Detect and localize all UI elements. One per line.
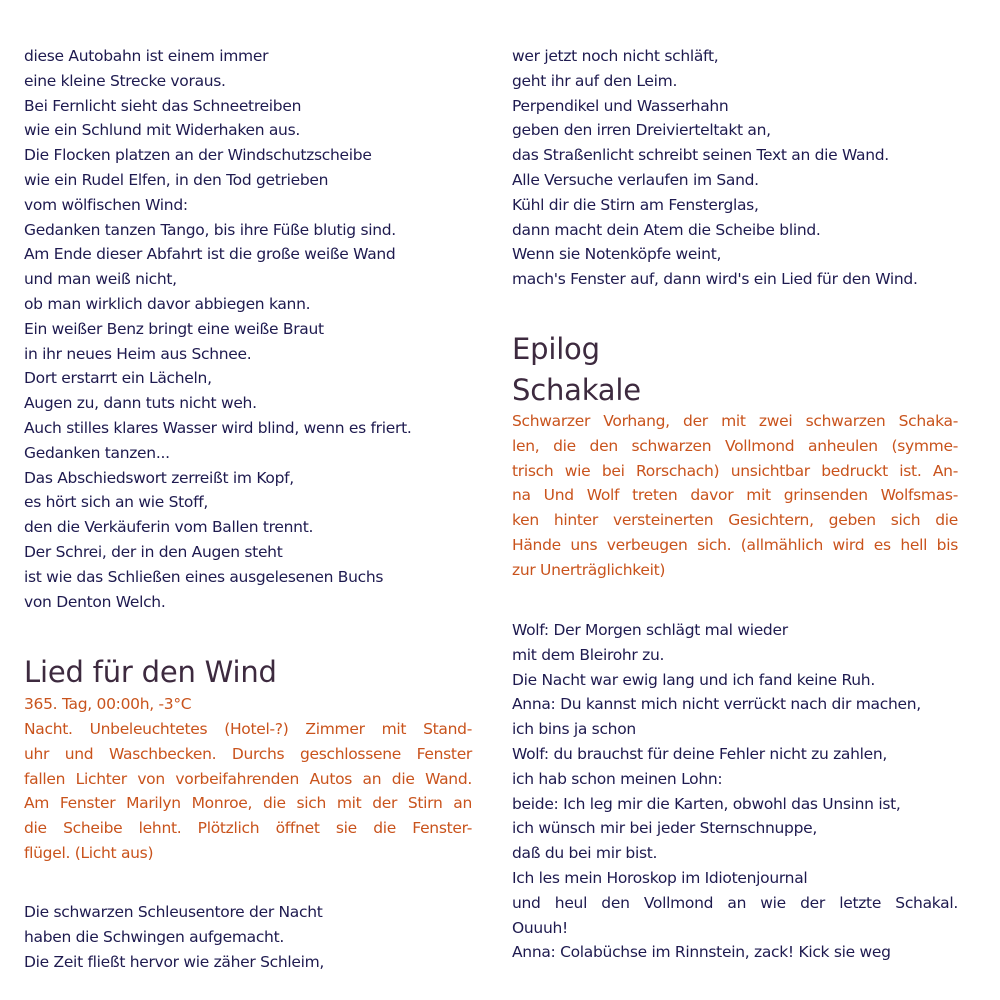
poem-line: Bei Fernlicht sieht das Schneetreiben bbox=[24, 96, 302, 115]
poem-line: vom wölfischen Wind: bbox=[24, 195, 188, 214]
poem-line: geben den irren Dreivierteltakt an, bbox=[512, 121, 771, 140]
epilog-subtitle: Schakale bbox=[512, 373, 641, 407]
poem-line: eine kleine Strecke voraus. bbox=[24, 71, 226, 90]
dialogue-line: Ich les mein Horoskop im Idiotenjournal bbox=[512, 869, 808, 887]
poem-line: das Straßenlicht schreibt seinen Text an die Wand. bbox=[512, 146, 889, 165]
stage-line: Nacht. Unbeleuchtetes (Hotel-?) Zimmer mit Stand- bbox=[24, 720, 472, 738]
stage-line: Am Fenster Marilyn Monroe, die sich mit der Stirn an bbox=[24, 794, 472, 813]
poem-line: Das Abschiedswort zerreißt im Kopf, bbox=[24, 468, 294, 487]
poem-line: Wenn sie Notenköpfe weint, bbox=[512, 245, 722, 264]
dialogue-line: ich wünsch mir bei jeder Sternschnuppe, bbox=[512, 819, 817, 838]
poem-line: in ihr neues Heim aus Schnee. bbox=[24, 344, 252, 363]
stage-line: die Scheibe lehnt. Plötzlich öffnet sie die Fenster- bbox=[24, 819, 472, 838]
dialogue-line: ich bins ja schon bbox=[512, 720, 636, 739]
stage-line: len, die den schwarzen Vollmond anheulen (symme- bbox=[512, 436, 958, 455]
stage-line: flügel. (Licht aus) bbox=[24, 844, 154, 862]
poem-line: den die Verkäuferin vom Ballen trennt. bbox=[24, 518, 314, 537]
dialogue-line: Anna: Colabüchse im Rinnstein, zack! Kick sie weg bbox=[512, 943, 891, 962]
poem-line: wie ein Rudel Elfen, in den Tod getrieben bbox=[24, 171, 329, 189]
poem-line: Am Ende dieser Abfahrt ist die große weiße Wand bbox=[24, 245, 396, 264]
stage-line: fallen Lichter von vorbeifahrenden Autos an die Wand. bbox=[24, 769, 472, 788]
poem-line: wer jetzt noch nicht schläft, bbox=[512, 47, 719, 65]
dialogue-line: und heul den Vollmond an wie der letzte Schakal. bbox=[512, 893, 958, 912]
dialogue-line: Anna: Du kannst mich nicht verrückt nach dir machen, bbox=[512, 695, 921, 714]
song-meta: 365. Tag, 00:00h, -3°C bbox=[24, 695, 192, 713]
poem-line: Kühl dir die Stirn am Fensterglas, bbox=[512, 195, 759, 214]
poem-line: Augen zu, dann tuts nicht weh. bbox=[24, 394, 257, 413]
poem-line: Alle Versuche verlaufen im Sand. bbox=[512, 171, 759, 189]
dialogue-line: mit dem Bleirohr zu. bbox=[512, 645, 665, 664]
stage-line: zur Unerträglichkeit) bbox=[512, 560, 666, 579]
stage-line: ken hinter versteinerten Gesichtern, geben sich die bbox=[512, 511, 958, 530]
dialogue-line: daß du bei mir bist. bbox=[512, 844, 658, 863]
dialogue-line: Ouuuh! bbox=[512, 918, 568, 937]
lyric-line: Die Zeit fließt hervor wie zäher Schleim, bbox=[24, 952, 325, 971]
poem-line: ob man wirklich davor abbiegen kann. bbox=[24, 295, 311, 313]
poem-line: Auch stilles klares Wasser wird blind, wenn es friert. bbox=[24, 419, 412, 437]
lyric-line: haben die Schwingen aufgemacht. bbox=[24, 927, 284, 946]
poem-line: diese Autobahn ist einem immer bbox=[24, 47, 269, 65]
poem-line: Perpendikel und Wasserhahn bbox=[512, 96, 729, 115]
poem-line: dann macht dein Atem die Scheibe blind. bbox=[512, 220, 821, 239]
poem-line: geht ihr auf den Leim. bbox=[512, 71, 678, 90]
poem-line: Gedanken tanzen... bbox=[24, 443, 170, 462]
poem-line: Der Schrei, der in den Augen steht bbox=[24, 543, 283, 561]
dialogue-line: beide: Ich leg mir die Karten, obwohl das Unsinn ist, bbox=[512, 794, 901, 813]
poem-line: Dort erstarrt ein Lächeln, bbox=[24, 369, 212, 388]
poem-line: Ein weißer Benz bringt eine weiße Braut bbox=[24, 319, 324, 338]
poem-line: und man weiß nicht, bbox=[24, 270, 177, 289]
song-title: Lied für den Wind bbox=[24, 655, 277, 689]
poem-line: Die Flocken platzen an der Windschutzscheibe bbox=[24, 146, 372, 165]
poem-line: Gedanken tanzen Tango, bis ihre Füße blutig sind. bbox=[24, 220, 396, 239]
stage-line: trisch wie bei Rorschach) unsichtbar bedruckt ist. An- bbox=[512, 461, 958, 480]
dialogue-line: ich hab schon meinen Lohn: bbox=[512, 769, 723, 788]
dialogue-line: Wolf: Der Morgen schlägt mal wieder bbox=[512, 621, 788, 639]
stage-line: uhr und Waschbecken. Durchs geschlossene Fenster bbox=[24, 744, 472, 763]
stage-line: na Und Wolf treten davor mit grinsenden Wolfsmas- bbox=[512, 486, 958, 505]
lyric-line: Die schwarzen Schleusentore der Nacht bbox=[24, 903, 323, 921]
dialogue-line: Die Nacht war ewig lang und ich fand keine Ruh. bbox=[512, 670, 875, 689]
poem-line: wie ein Schlund mit Widerhaken aus. bbox=[24, 121, 300, 140]
stage-line: Schwarzer Vorhang, der mit zwei schwarzen Schaka- bbox=[512, 412, 958, 430]
poem-line: von Denton Welch. bbox=[24, 592, 166, 611]
dialogue-line: Wolf: du brauchst für deine Fehler nicht zu zahlen, bbox=[512, 745, 888, 763]
poem-line: ist wie das Schließen eines ausgelesenen Buchs bbox=[24, 567, 384, 586]
stage-line: Hände uns verbeugen sich. (allmählich wird es hell bis bbox=[512, 536, 958, 554]
poem-line: es hört sich an wie Stoff, bbox=[24, 493, 209, 512]
epilog-title: Epilog bbox=[512, 332, 600, 366]
poem-line: mach's Fenster auf, dann wird's ein Lied für den Wind. bbox=[512, 270, 918, 289]
